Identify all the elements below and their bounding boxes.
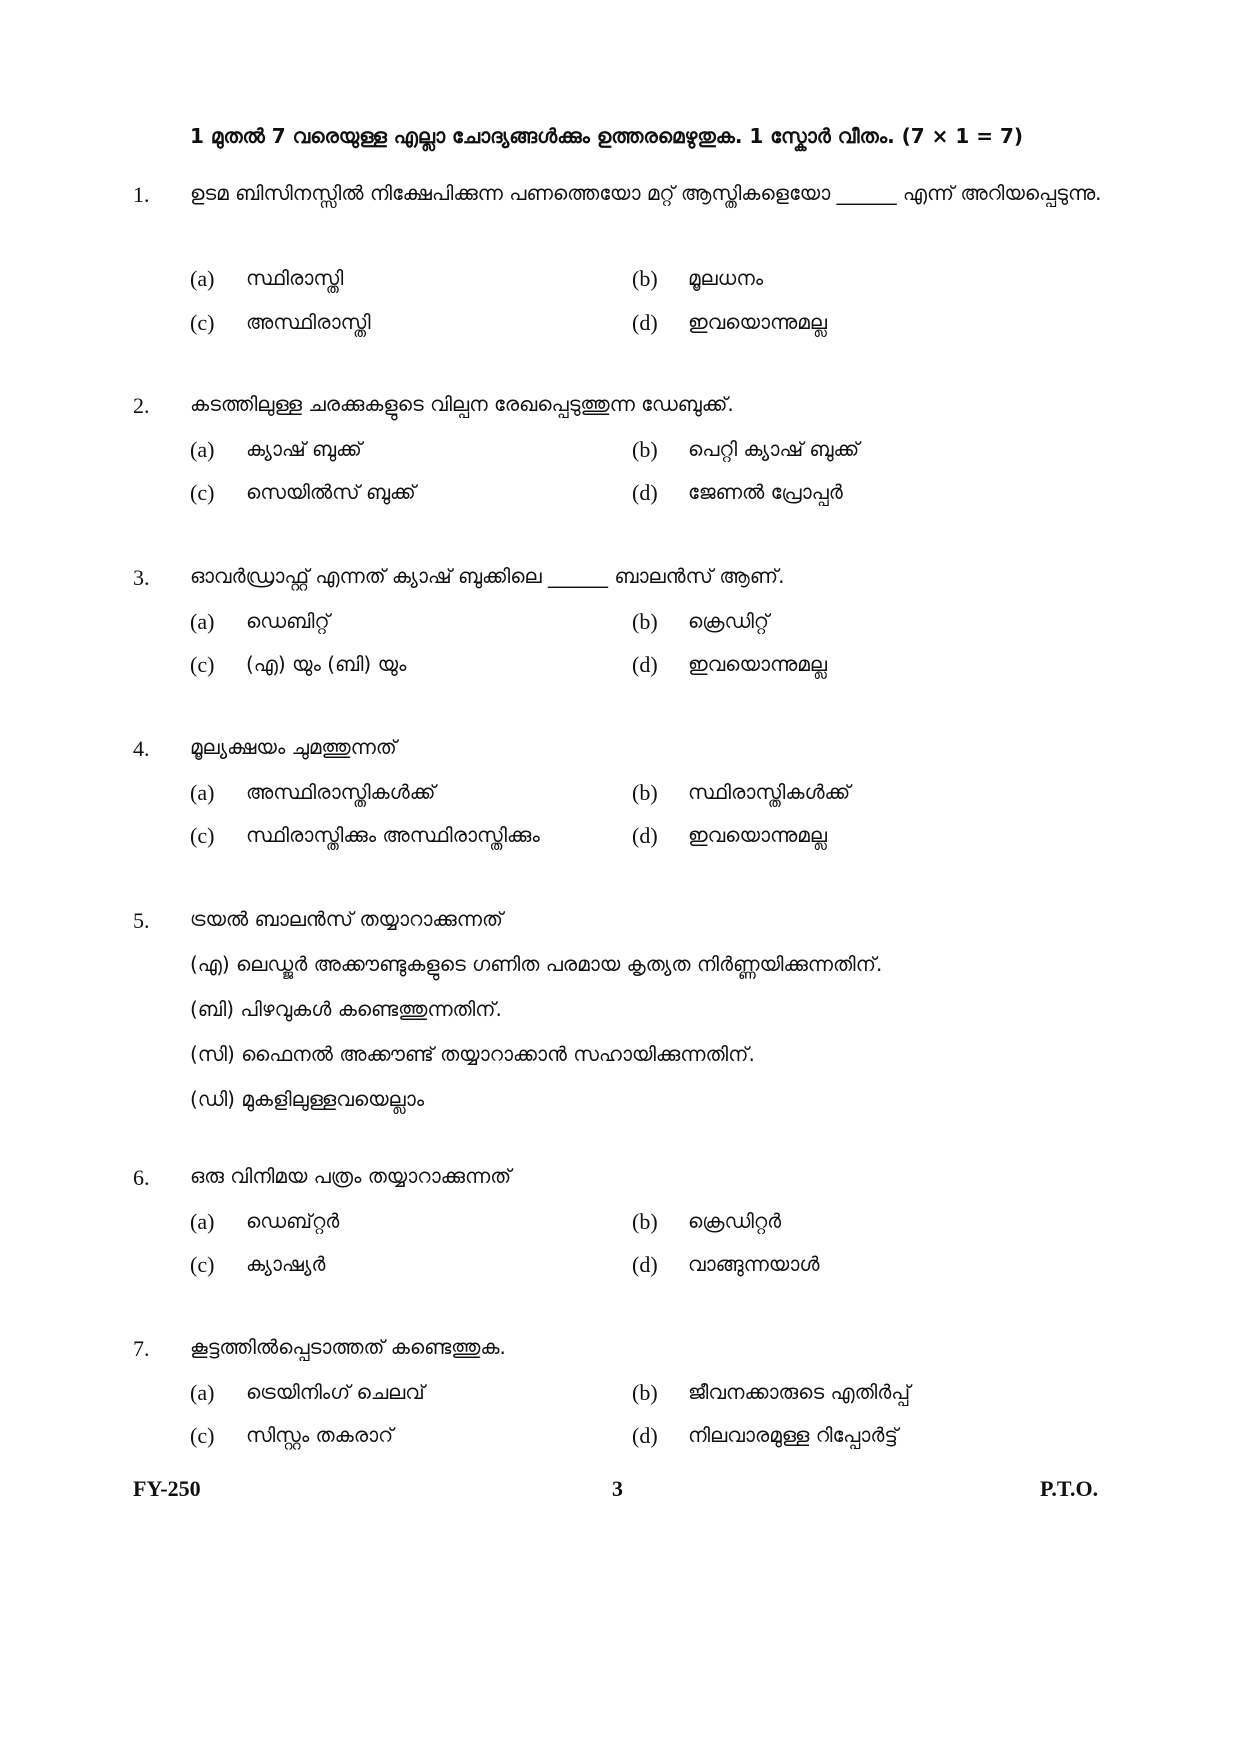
option-label: (a) <box>190 1380 215 1405</box>
option-label: (c) <box>190 480 215 505</box>
option-text: ക്യാഷ് ബുക്ക് <box>246 437 362 461</box>
option-text: പെറ്റി ക്യാഷ് ബുക്ക് <box>688 437 860 461</box>
option-text: അസ്ഥിരാസ്തി <box>246 310 371 334</box>
question-number: 5. <box>133 908 150 933</box>
option-text: സ്ഥിരാസ്തിക്കും അസ്ഥിരാസ്തിക്കും <box>246 823 540 847</box>
option-label: (d) <box>632 1423 658 1448</box>
option-label: (c) <box>190 823 215 848</box>
option-label: (b) <box>632 266 658 291</box>
option-label: (b) <box>632 1380 658 1405</box>
paper-code: FY-250 <box>133 1476 201 1501</box>
option-text: അസ്ഥിരാസ്തികൾക്ക് <box>246 780 436 804</box>
pto-label: P.T.O. <box>1040 1476 1099 1501</box>
option-text: വാങ്ങുന്നയാൾ <box>688 1252 820 1276</box>
question-number: 6. <box>133 1165 150 1190</box>
option-text: സിസ്റ്റം തകരാറ് <box>246 1423 394 1447</box>
section-instruction: 1 മുതൽ 7 വരെയുള്ള എല്ലാ ചോദ്യങ്ങൾക്കും ഉത്തരമെഴുതുക. 1 സ്കോർ വീതം. (7 × 1 = 7) <box>190 124 1024 148</box>
sub-item-d: (ഡി) മുകളിലുള്ളവയെല്ലാം <box>190 1087 425 1111</box>
option-text: ഇവയൊന്നുമല്ല <box>688 310 827 334</box>
option-label: (b) <box>632 1209 658 1234</box>
question-number: 4. <box>133 736 150 761</box>
option-label: (c) <box>190 652 215 677</box>
sub-item-b: (ബി) പിഴവുകൾ കണ്ടെത്തുന്നതിന്. <box>190 997 502 1021</box>
option-text: മൂലധനം <box>688 266 764 290</box>
option-label: (d) <box>632 310 658 335</box>
question-text: കൂട്ടത്തിൽപ്പെടാത്തത് കണ്ടെത്തുക. <box>190 1335 506 1359</box>
option-label: (a) <box>190 437 215 462</box>
option-text: ഇവയൊന്നുമല്ല <box>688 823 827 847</box>
option-text: സ്ഥിരാസ്തികൾക്ക് <box>688 780 851 804</box>
option-label: (c) <box>190 1252 215 1277</box>
option-label: (d) <box>632 480 658 505</box>
option-label: (a) <box>190 780 215 805</box>
option-label: (a) <box>190 609 215 634</box>
question-text: കടത്തിലുള്ള ചരക്കുകളുടെ വില്പന രേഖപ്പെടുത്തുന്ന ഡേബുക്ക്. <box>190 392 734 416</box>
option-label: (a) <box>190 1209 215 1234</box>
option-text: ട്രെയിനിംഗ് ചെലവ് <box>246 1380 425 1404</box>
option-text: ജേണൽ പ്രോപ്പർ <box>688 480 843 504</box>
option-label: (d) <box>632 652 658 677</box>
option-label: (c) <box>190 1423 215 1448</box>
option-label: (d) <box>632 1252 658 1277</box>
sub-item-a: (എ) ലെഡ്ജർ അക്കൗണ്ടുകളുടെ ഗണിത പരമായ കൃത്യത നിർണ്ണയിക്കുന്നതിന്. <box>190 952 883 976</box>
sub-item-c: (സി) ഫൈനൽ അക്കൗണ്ട് തയ്യാറാക്കാൻ സഹായിക്കുന്നതിന്. <box>190 1042 755 1066</box>
option-text: ഡെബിറ്റ് <box>246 609 330 633</box>
question-number: 7. <box>133 1336 150 1361</box>
question-text: ഒരു വിനിമയ പത്രം തയ്യാറാക്കുന്നത് <box>190 1164 512 1188</box>
question-text: ഓവർഡ്രാഫ്റ്റ് എന്നത് ക്യാഷ് ബുക്കിലെ ______ ബാലൻസ് ആണ്. <box>190 564 785 588</box>
option-label: (b) <box>632 437 658 462</box>
question-number: 3. <box>133 565 150 590</box>
option-label: (a) <box>190 266 215 291</box>
option-text: ക്രെഡിറ്റർ <box>688 1209 782 1233</box>
option-label: (b) <box>632 609 658 634</box>
question-text: ഉടമ ബിസിനസ്സിൽ നിക്ഷേപിക്കുന്ന പണത്തെയോ മറ്റ് ആസ്തികളെയോ ______ എന്ന് അറിയപ്പെടുന്നു. <box>190 181 1102 205</box>
option-text: ജീവനക്കാരുടെ എതിർപ്പ് <box>688 1380 911 1404</box>
question-number: 2. <box>133 393 150 418</box>
page-number: 3 <box>612 1476 623 1501</box>
option-text: ക്യാഷ്യർ <box>246 1252 326 1276</box>
question-text: ട്രയൽ ബാലൻസ് തയ്യാറാക്കുന്നത് <box>190 907 503 931</box>
option-text: സെയിൽസ് ബുക്ക് <box>246 480 416 504</box>
option-text: നിലവാരമുള്ള റിപ്പോർട്ട് <box>688 1423 898 1447</box>
option-text: ഇവയൊന്നുമല്ല <box>688 652 827 676</box>
option-label: (b) <box>632 780 658 805</box>
option-label: (d) <box>632 823 658 848</box>
question-text: മൂല്യക്ഷയം ചുമത്തുന്നത് <box>190 735 397 759</box>
option-text: ക്രെഡിറ്റ് <box>688 609 769 633</box>
option-text: ഡെബ്റ്റർ <box>246 1209 340 1233</box>
question-number: 1. <box>133 182 150 207</box>
option-label: (c) <box>190 310 215 335</box>
option-text: (എ) യും (ബി) യും <box>246 652 407 676</box>
option-text: സ്ഥിരാസ്തി <box>246 266 344 290</box>
